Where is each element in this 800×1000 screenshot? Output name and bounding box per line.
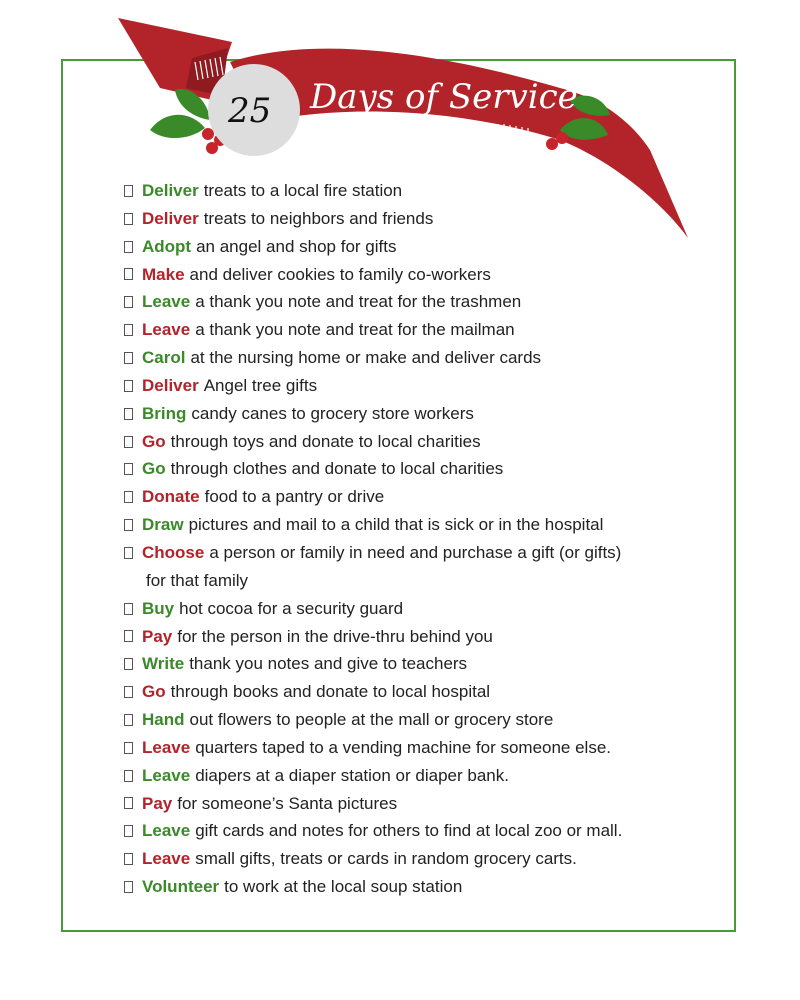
list-item — [124, 288, 724, 316]
list-item — [124, 650, 724, 678]
item-verb: Leave — [142, 320, 191, 340]
checkbox[interactable] — [124, 797, 133, 809]
checkbox[interactable] — [124, 742, 133, 754]
list-item — [124, 428, 724, 456]
item-text: a thank you note and treat for the mailman — [195, 320, 515, 340]
list-item — [124, 177, 724, 205]
item-text: to work at the local soup station — [224, 877, 463, 897]
checkbox[interactable] — [124, 491, 133, 503]
page-title: Days of Service — [310, 77, 578, 117]
list-item — [124, 539, 724, 595]
item-text: for someone’s Santa pictures — [177, 793, 398, 813]
item-verb: Deliver — [142, 375, 199, 395]
item-verb: Make — [142, 264, 185, 284]
list-item — [124, 483, 724, 511]
list-item — [124, 817, 724, 845]
list-item — [124, 400, 724, 428]
item-verb: Adopt — [142, 236, 192, 256]
list-item — [124, 623, 724, 651]
checkbox[interactable] — [124, 686, 133, 698]
checkbox[interactable] — [124, 380, 133, 392]
list-item — [124, 595, 724, 623]
checkbox[interactable] — [124, 436, 133, 448]
item-verb: Go — [142, 459, 166, 479]
item-verb: Buy — [142, 598, 175, 618]
item-verb: Leave — [142, 821, 191, 841]
list-item — [124, 233, 724, 261]
list-item — [124, 790, 724, 818]
checkbox[interactable] — [124, 630, 133, 642]
list-item — [124, 873, 724, 901]
checkbox[interactable] — [124, 352, 133, 364]
item-verb: Write — [142, 654, 185, 674]
item-text: through books and donate to local hospital — [170, 682, 491, 702]
list-item — [124, 344, 724, 372]
item-text: food to a pantry or drive — [204, 487, 385, 507]
item-verb: Deliver — [142, 181, 199, 200]
list-item — [124, 845, 724, 873]
item-text: gift cards and notes for others to find at local zoo or mall. — [195, 821, 623, 841]
item-verb: Leave — [142, 765, 191, 785]
item-verb: Bring — [142, 403, 187, 423]
list-item — [124, 678, 724, 706]
item-text: hot cocoa for a security guard — [179, 598, 404, 618]
item-text: an angel and shop for gifts — [196, 236, 397, 256]
item-text: through clothes and donate to local charities — [170, 459, 504, 479]
checkbox[interactable] — [124, 770, 133, 782]
item-text: thank you notes and give to teachers — [189, 654, 468, 674]
badge-number: 25 — [228, 91, 272, 131]
checkbox[interactable] — [124, 825, 133, 837]
item-text: out flowers to people at the mall or grocery store — [189, 710, 554, 730]
checkbox[interactable] — [124, 853, 133, 865]
item-text-continuation: for that family — [146, 570, 249, 590]
list-item — [124, 261, 724, 289]
checkbox[interactable] — [124, 547, 133, 559]
item-text: small gifts, treats or cards in random grocery carts. — [195, 849, 577, 869]
list-item — [124, 372, 724, 400]
list-item — [124, 205, 724, 233]
checkbox[interactable] — [124, 241, 133, 253]
item-verb: Draw — [142, 515, 184, 535]
checkbox[interactable] — [124, 185, 133, 197]
item-verb: Go — [142, 682, 166, 702]
item-verb: Carol — [142, 348, 186, 368]
item-verb: Leave — [142, 737, 191, 757]
list-item — [124, 762, 724, 790]
item-text: candy canes to grocery store workers — [191, 403, 474, 423]
checkbox[interactable] — [124, 658, 133, 670]
item-text: treats to neighbors and friends — [203, 208, 434, 228]
service-checklist — [124, 177, 724, 901]
checkbox[interactable] — [124, 324, 133, 336]
item-text: a person or family in need and purchase a gift (or gifts) — [209, 542, 622, 562]
item-verb: Volunteer — [142, 877, 220, 897]
item-text: treats to a local fire station — [203, 181, 403, 200]
item-text: diapers at a diaper station or diaper bank. — [195, 765, 509, 785]
item-text: pictures and mail to a child that is sick or in the hospital — [188, 515, 604, 535]
item-verb: Deliver — [142, 208, 199, 228]
checkbox[interactable] — [124, 463, 133, 475]
item-verb: Choose — [142, 542, 205, 562]
list-item — [124, 511, 724, 539]
item-text: for the person in the drive-thru behind you — [177, 626, 493, 646]
item-verb: Go — [142, 431, 166, 451]
checkbox[interactable] — [124, 714, 133, 726]
item-verb: Leave — [142, 849, 191, 869]
item-text: at the nursing home or make and deliver cards — [190, 348, 542, 368]
checkbox[interactable] — [124, 519, 133, 531]
item-verb: Hand — [142, 710, 185, 730]
item-text: a thank you note and treat for the trashmen — [195, 292, 522, 312]
list-item — [124, 734, 724, 762]
item-text: Angel tree gifts — [203, 375, 318, 395]
checkbox[interactable] — [124, 881, 133, 893]
item-verb: Pay — [142, 793, 173, 813]
item-verb: Donate — [142, 487, 200, 507]
checkbox[interactable] — [124, 296, 133, 308]
list-item — [124, 455, 724, 483]
item-verb: Leave — [142, 292, 191, 312]
item-text: and deliver cookies to family co-workers — [189, 264, 491, 284]
list-item — [124, 706, 724, 734]
item-text: quarters taped to a vending machine for someone else. — [195, 737, 612, 757]
checkbox[interactable] — [124, 603, 133, 615]
checkbox[interactable] — [124, 408, 133, 420]
item-text: through toys and donate to local charities — [170, 431, 481, 451]
list-item — [124, 316, 724, 344]
checkbox[interactable] — [124, 213, 133, 225]
item-verb: Pay — [142, 626, 173, 646]
checkbox[interactable] — [124, 268, 133, 280]
